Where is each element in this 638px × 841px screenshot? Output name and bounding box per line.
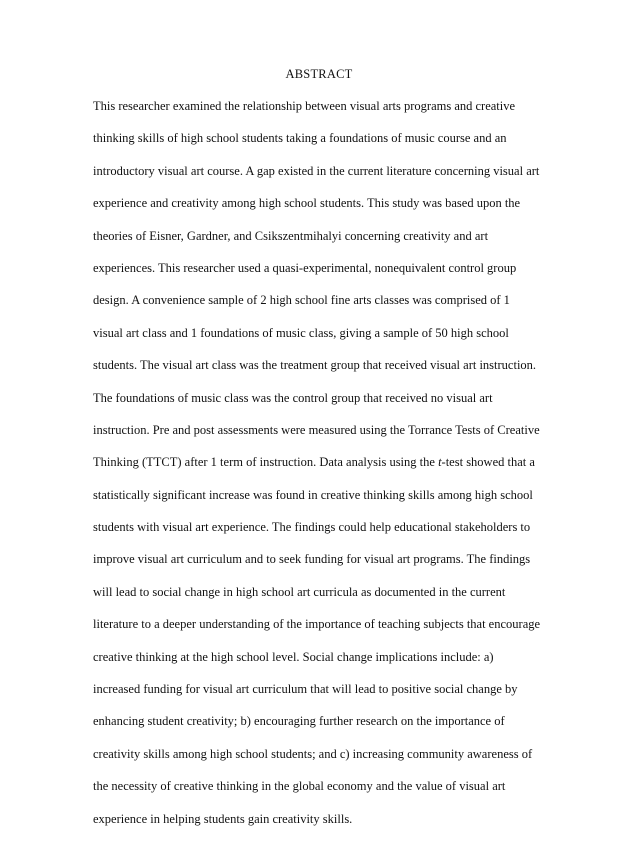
text-line [93, 128, 553, 160]
text-segment: enhancing student creativity; b) encouraging further research on the importance of [93, 714, 505, 729]
text-segment: experience and creativity among high school students. This study was based upon the [93, 196, 521, 211]
text-segment: -test showed that a [441, 455, 535, 470]
text-line [93, 96, 553, 128]
text-segment: experiences. This researcher used a quasi-experimental, nonequivalent control group [93, 260, 517, 275]
text-segment: Thinking (TTCT) after 1 term of instruction. Data analysis using the [93, 455, 439, 470]
text-segment: students with visual art experience. The findings could help educational stakeholders to [93, 520, 531, 535]
text-line [93, 323, 553, 355]
text-segment: statistically significant increase was found in creative thinking skills among high school [93, 487, 533, 502]
text-line [93, 420, 553, 452]
text-line [93, 614, 553, 646]
text-line [93, 744, 553, 776]
text-segment: creative thinking at the high school level. Social change implications include: a) [93, 649, 494, 664]
text-segment: visual art class and 1 foundations of music class, giving a sample of 50 high school [93, 325, 509, 340]
text-segment: thinking skills of high school students taking a foundations of music course and an [93, 131, 507, 146]
text-line [93, 809, 553, 841]
text-line [93, 517, 553, 549]
text-line [93, 582, 553, 614]
text-segment: introductory visual art course. A gap existed in the current literature concerning visual art [93, 163, 540, 178]
text-line [93, 161, 553, 193]
text-segment: students. The visual art class was the treatment group that received visual art instruction. [93, 358, 537, 373]
text-line [93, 355, 553, 387]
text-line [93, 452, 553, 484]
text-line [93, 485, 553, 517]
text-segment: experience in helping students gain creativity skills. [93, 811, 353, 826]
text-segment: creativity skills among high school students; and c) increasing community awareness of [93, 746, 533, 761]
text-segment: will lead to social change in high school art curricula as documented in the current [93, 584, 506, 599]
text-line [93, 549, 553, 581]
text-line [93, 647, 553, 679]
text-segment: instruction. Pre and post assessments were measured using the Torrance Tests of Creative [93, 422, 540, 437]
abstract-body [93, 96, 553, 841]
italic-t-symbol: t [438, 455, 442, 470]
text-line [93, 226, 553, 258]
text-segment: This researcher examined the relationship between visual arts programs and creative [93, 99, 516, 113]
text-segment: design. A convenience sample of 2 high school fine arts classes was comprised of 1 [93, 293, 510, 308]
text-line [93, 290, 553, 322]
abstract-heading: ABSTRACT [285, 67, 353, 81]
text-line [93, 258, 553, 290]
text-segment: increased funding for visual art curriculum that will lead to positive social change by [93, 682, 518, 697]
text-line [93, 776, 553, 808]
text-line [93, 193, 553, 225]
text-segment: literature to a deeper understanding of the importance of teaching subjects that encourage [93, 617, 541, 632]
text-segment: The foundations of music class was the control group that received no visual art [93, 390, 493, 405]
text-segment: theories of Eisner, Gardner, and Csikszentmihalyi concerning creativity and art [93, 228, 489, 243]
text-line [93, 679, 553, 711]
text-segment: the necessity of creative thinking in the global economy and the value of visual art [93, 779, 506, 794]
text-line [93, 388, 553, 420]
text-line [93, 711, 553, 743]
text-segment: improve visual art curriculum and to seek funding for visual art programs. The findings [93, 552, 531, 567]
